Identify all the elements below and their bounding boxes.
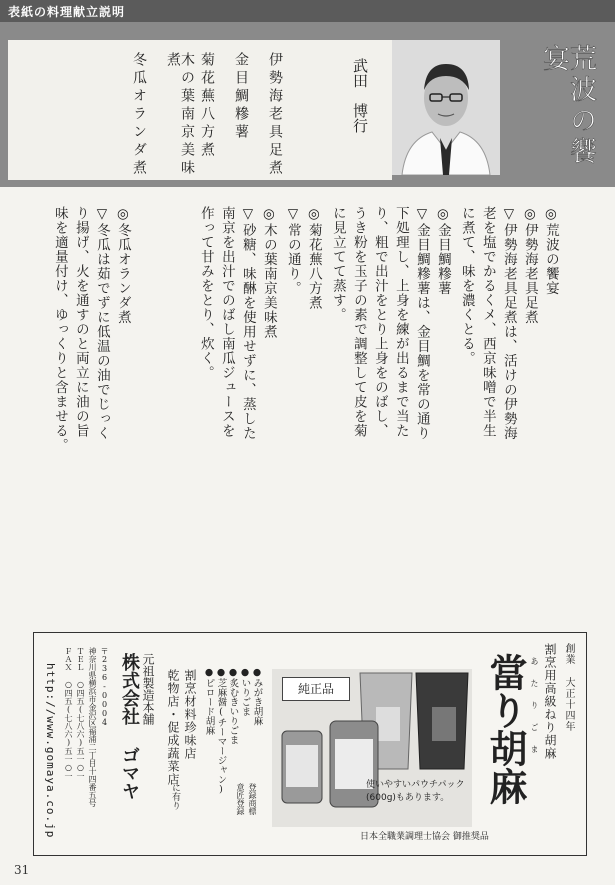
product-item: ●みがき胡麻: [251, 667, 263, 726]
ad-brand-ruby: あたりごま: [530, 657, 539, 767]
body-line: に煮て、味を濃くとる。: [458, 206, 475, 366]
advertisement: [33, 632, 587, 856]
store-type: 割烹材料珍味店: [183, 669, 197, 760]
body-line: 作って甘みをとり、炊く。: [197, 206, 214, 380]
ad-founded: 創業 大正十四年: [563, 643, 574, 732]
store-type: 乾物店・促成蔬菜店: [166, 669, 180, 786]
menu-item: 木の葉南京美味煮: [165, 52, 195, 178]
body-line: り、粗で出汁をとり上身をのばし、: [371, 206, 388, 438]
body-line: 南京を出汁でのばし南瓜ジュースを: [218, 206, 235, 438]
registered-mark: 意匠登録: [236, 783, 245, 815]
body-line: ▽伊勢海老具足煮は、活けの伊勢海: [500, 206, 517, 441]
company-tel: ＴＥＬ ○四五(七八六)五一○一: [76, 647, 85, 780]
body-line: に見立てて蒸す。: [329, 206, 346, 322]
body-line: 下処理し、上身を練が出るまで当た: [392, 206, 409, 438]
product-item: ●炙むきいりごま: [227, 667, 239, 745]
company-prefix: 元祖製造本舗: [141, 653, 155, 725]
body-line: 味を適量付け、ゆっくりと含ませる。: [51, 206, 68, 453]
company-url[interactable]: http://www.gomaya.co.jp: [44, 663, 57, 839]
ad-brand: 當り胡麻: [483, 653, 527, 805]
chef-name-box: [330, 40, 392, 180]
body-line: り揚げ、火を通すのと両立に油の旨: [72, 206, 89, 438]
body-line: ◎伊勢海老具足煮: [521, 206, 538, 325]
body-line: 老を塩でかるくメ、西京味噌で半生: [479, 206, 496, 438]
body-line: ▽金目鯛糝薯は、金目鯛を常の通り: [413, 206, 430, 441]
menu-item: 菊花蕪八方煮: [199, 52, 215, 160]
body-line: ◎木の葉南京美味煮: [260, 206, 277, 339]
product-item: ●いりごま: [239, 667, 251, 716]
registered-mark: 登録商標: [248, 783, 257, 815]
company-name: 株式会社 ゴマヤ: [119, 653, 140, 800]
menu-item: 金目鯛糝薯: [233, 52, 249, 142]
body-line: ▽砂糖、味醂を使用せずに、蒸した: [239, 206, 256, 441]
body-line: ◎冬瓜オランダ煮: [114, 206, 131, 325]
chef-name: 武田 博行: [351, 58, 369, 133]
section-title: 表紙の料理献立説明: [8, 5, 126, 19]
product-item: ●ピロード胡麻: [203, 667, 215, 735]
store-suffix: に有り: [170, 783, 180, 810]
company-fax: ＦＡＸ ○四五(七八六)五一○一: [64, 647, 73, 780]
body-line: ◎菊花蕪八方煮: [305, 206, 322, 310]
body-line: ◎荒波の饗宴: [542, 206, 559, 296]
ad-seal: 純正品: [282, 677, 350, 701]
ad-subheadline: 割烹用高級ねり胡麻: [543, 643, 557, 760]
menu-item: 伊勢海老具足煮: [267, 52, 283, 178]
ad-recommendation: 日本全職業調理士協会 御推奨品: [360, 832, 489, 842]
page-number: 31: [14, 863, 30, 877]
feature-title: 荒波の饗宴: [538, 44, 596, 168]
feature-title-box: [500, 30, 615, 187]
body-line: ▽常の通り。: [284, 206, 301, 296]
section-header: [0, 0, 615, 22]
body-line: ◎金目鯛糝薯: [434, 206, 451, 296]
chef-photo: [392, 40, 500, 175]
ad-pack-caption: 使いやすいパウチパック(600g)もあります。: [366, 780, 465, 803]
product-item: ●芝麻醤(チーマージャン): [215, 667, 227, 795]
company-address: 神奈川県横浜市金沢区福浦二丁目十四番五号: [88, 647, 97, 807]
menu-item: 冬瓜オランダ煮: [131, 52, 147, 178]
menu-list: [8, 40, 330, 180]
company-zip: 〒236-0004: [100, 647, 109, 727]
chef-portrait-icon: [392, 40, 500, 175]
body-line: うき粉を玉子の素で調整して皮を菊: [350, 206, 367, 438]
body-line: ▽冬瓜は茹でずに低温の油でじっく: [93, 206, 110, 441]
